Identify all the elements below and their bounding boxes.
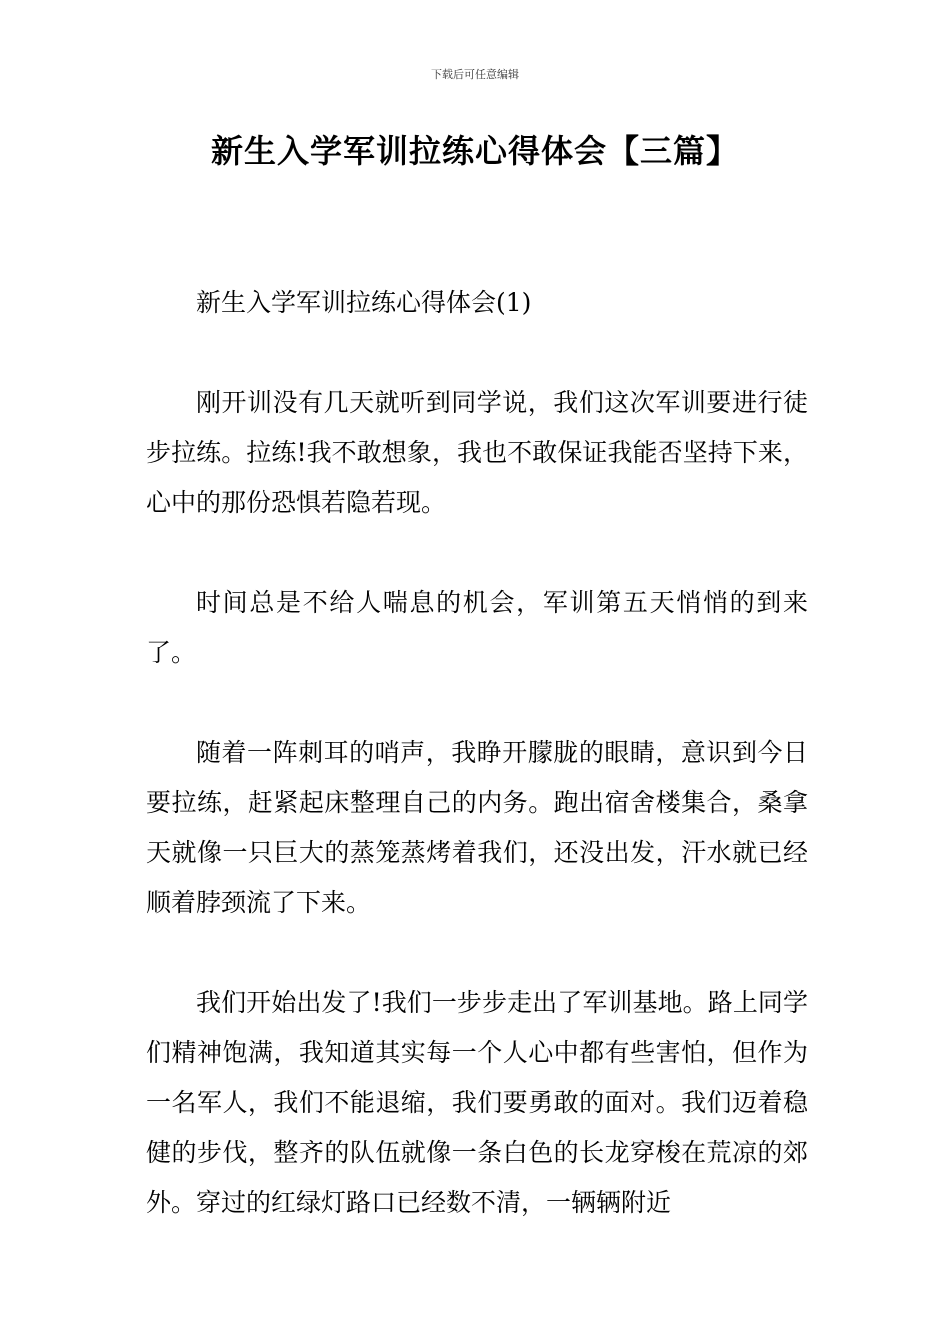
section-heading: 新生入学军训拉练心得体会(1): [196, 288, 532, 317]
paragraph-3: 随着一阵刺耳的哨声，我睁开朦胧的眼睛，意识到今日要拉练，赶紧起床整理自己的内务。跑出宿舍楼集合，桑拿天就像一只巨大的蒸笼蒸烤着我们，还没出发，汗水就已经顺着脖颈流了下来。: [146, 738, 808, 917]
paragraph-1: 刚开训没有几天就听到同学说，我们这次军训要进行徒步拉练。拉练!我不敢想象，我也不敢保证我能否坚持下来，心中的那份恐惧若隐若现。: [146, 388, 808, 517]
header-note: 下载后可任意编辑: [431, 68, 519, 81]
page-title: 新生入学军训拉练心得体会【三篇】: [210, 132, 739, 170]
document-body: [146, 278, 808, 1278]
paragraph-4: 我们开始出发了!我们一步步走出了军训基地。路上同学们精神饱满，我知道其实每一个人心中都有些害怕，但作为一名军人，我们不能退缩，我们要勇敢的面对。我们迈着稳健的步伐，整齐的队伍就像一条白色的长龙穿梭在荒凉的郊外。穿过的红绿灯路口已经数不清，一辆辆附近: [146, 988, 808, 1217]
paragraph-2: 时间总是不给人喘息的机会，军训第五天悄悄的到来了。: [146, 588, 808, 667]
